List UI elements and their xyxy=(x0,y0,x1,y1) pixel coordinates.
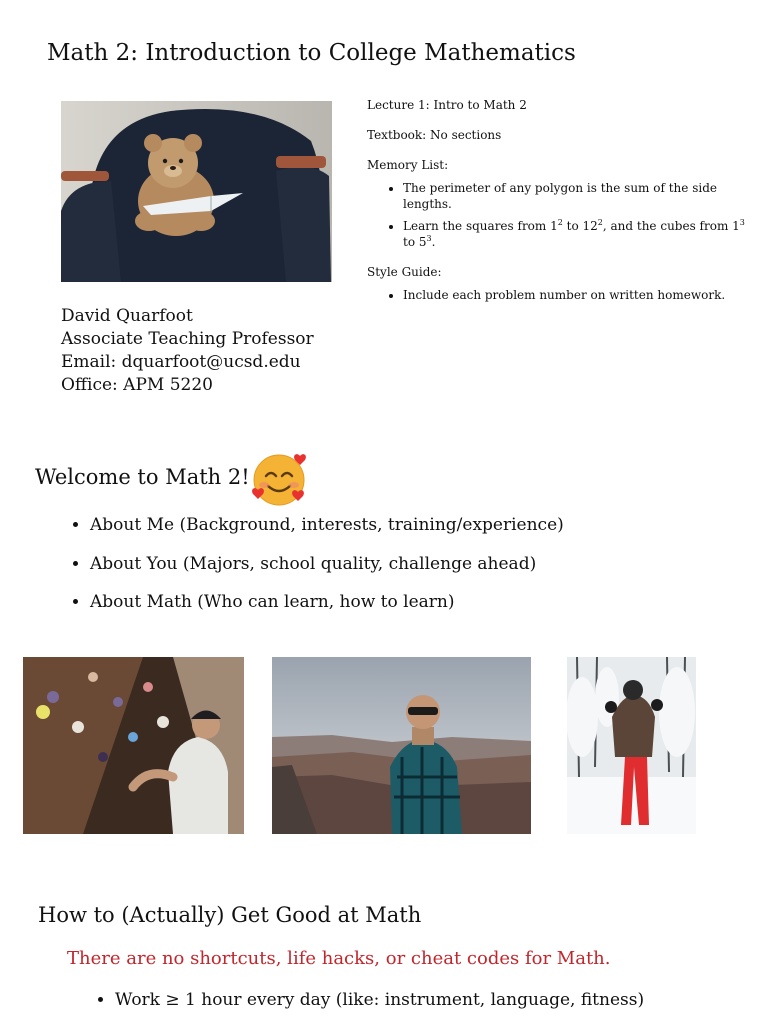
instructor-email: Email: dquarfoot@ucsd.edu xyxy=(61,352,301,372)
snowshoeing-photo xyxy=(567,657,696,834)
instructor-role: Associate Teaching Professor xyxy=(61,329,314,349)
instructor-name: David Quarfoot xyxy=(61,306,193,326)
textbook-line: Textbook: No sections xyxy=(367,128,502,143)
style-item: • Include each problem number on written homework. xyxy=(403,287,752,303)
memory-item: • Learn the squares from $1^2$ to $12^2$, and the cubes from $1^3$ to $5^3$. xyxy=(403,218,752,250)
style-guide-label: Style Guide: xyxy=(367,265,442,280)
memory-list-label: Memory List: xyxy=(367,158,449,173)
instructor-info xyxy=(61,305,314,397)
instructor-office: Office: APM 5220 xyxy=(61,375,213,395)
lecture-heading: Lecture 1: Intro to Math 2 xyxy=(367,98,527,112)
teddy-bear-photo xyxy=(61,101,332,282)
howto-item: • Work ≥ 1 hour every day (like: instrument, language, fitness) xyxy=(115,990,644,1010)
warning-text: There are no shortcuts, life hacks, or cheat codes for Math. xyxy=(67,948,611,969)
page-title: Math 2: Introduction to College Mathematics xyxy=(47,40,576,66)
welcome-list xyxy=(68,515,564,631)
smiling-face-with-hearts-icon xyxy=(250,450,312,508)
memory-list xyxy=(367,180,752,251)
howto-heading: How to (Actually) Get Good at Math xyxy=(38,903,422,927)
welcome-item: • About You (Majors, school quality, challenge ahead) xyxy=(90,554,564,593)
howto-list xyxy=(93,990,644,1010)
rock-climbing-photo xyxy=(23,657,244,834)
grand-canyon-photo xyxy=(272,657,531,834)
welcome-item: • About Math (Who can learn, how to learn) xyxy=(90,592,564,631)
style-guide-list xyxy=(367,287,752,303)
welcome-item: • About Me (Background, interests, training/experience) xyxy=(90,515,564,554)
lecture-info xyxy=(367,97,752,317)
welcome-heading: Welcome to Math 2! xyxy=(35,465,250,489)
memory-item: • The perimeter of any polygon is the sum of the side lengths. xyxy=(403,180,752,212)
